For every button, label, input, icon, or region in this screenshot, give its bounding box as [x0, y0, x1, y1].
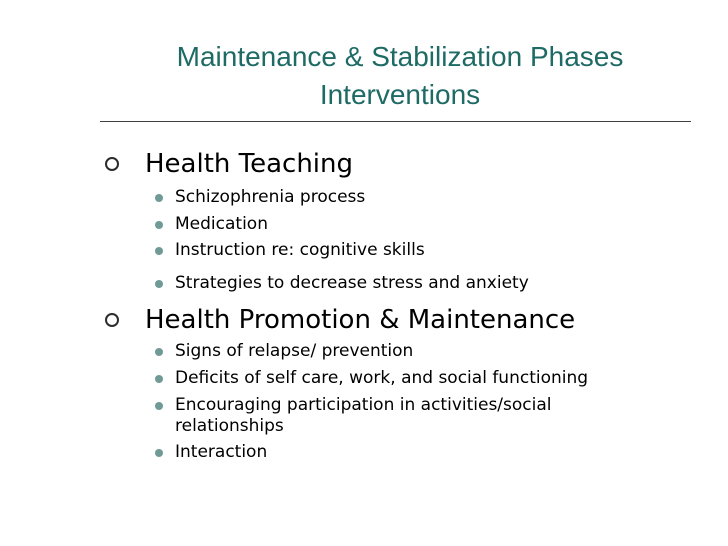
list-item-text: Interaction — [175, 442, 268, 462]
slide-title — [110, 38, 690, 114]
list-item-text: Deficits of self care, work, and social functioning — [175, 368, 589, 388]
list-item-text: Signs of relapse/ prevention — [175, 341, 414, 361]
title-divider — [100, 121, 691, 122]
bullet-dot-icon — [155, 194, 163, 202]
list-item-text: relationships — [175, 416, 284, 436]
title-line-1: Maintenance & Stabilization Phases — [176, 41, 624, 72]
list-item-text: Encouraging participation in activities/social — [175, 395, 552, 415]
bullet-dot-icon — [155, 221, 163, 229]
list-item-text: Instruction re: cognitive skills — [175, 240, 425, 260]
list-item-text: Medication — [175, 214, 268, 234]
list-item-text: Strategies to decrease stress and anxiety — [175, 273, 529, 293]
bullet-dot-icon — [155, 375, 163, 383]
bullet-dot-icon — [155, 247, 163, 255]
section-heading-label: Health Promotion & Maintenance — [145, 305, 576, 335]
list-item-text: Schizophrenia process — [175, 187, 366, 207]
hollow-circle-bullet-icon — [105, 313, 119, 327]
bullet-dot-icon — [155, 348, 163, 356]
bullet-dot-icon — [155, 280, 163, 288]
bullet-dot-icon — [155, 402, 163, 410]
hollow-circle-bullet-icon — [105, 157, 119, 171]
section-heading-label: Health Teaching — [145, 149, 354, 179]
bullet-dot-icon — [155, 449, 163, 457]
title-line-2: Interventions — [319, 79, 481, 110]
